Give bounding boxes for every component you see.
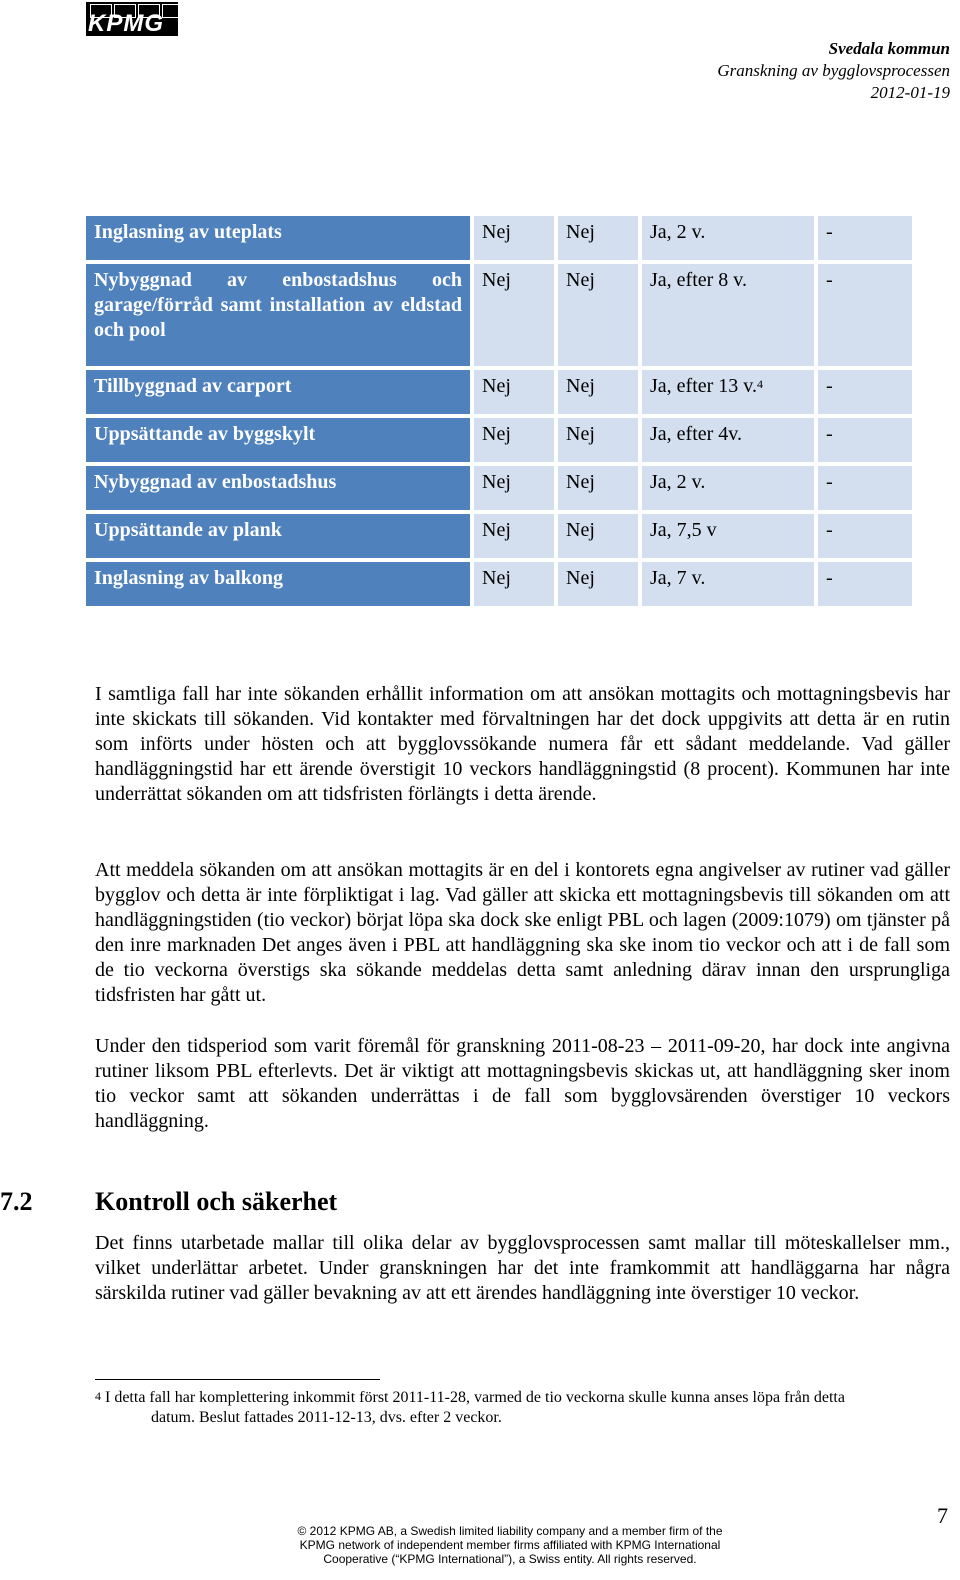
cell-col-1-text: Nej (482, 375, 511, 397)
copyright-line-1: © 2012 KPMG AB, a Swedish limited liability company and a member firm of the (297, 1524, 723, 1538)
footnote-divider (95, 1379, 380, 1380)
cell-col-4-text: - (826, 567, 833, 589)
cell-col-2 (558, 418, 638, 462)
cell-col-1-text: Nej (482, 423, 511, 445)
cell-col-4-text: - (826, 519, 833, 541)
cell-col-2-text: Nej (566, 221, 595, 243)
cell-col-2 (558, 216, 638, 260)
table-row (86, 418, 912, 462)
cell-col-3-text: Ja, efter 13 v. (650, 375, 757, 397)
table-row (86, 562, 912, 606)
header-organization: Svedala kommun (828, 39, 950, 58)
cell-col-4 (818, 514, 912, 558)
copyright-notice (260, 1524, 760, 1566)
cell-col-1 (474, 264, 554, 366)
cell-col-4 (818, 216, 912, 260)
cell-col-4 (818, 418, 912, 462)
header-report-title: Granskning av bygglovsprocessen (717, 61, 950, 80)
paragraph-3: Under den tidsperiod som varit föremål för granskning 2011-08-23 – 2011-09-20, har dock inte angivna rutiner liksom PBL efterlevts. Det är viktigt att mottagningsbevis skickas ut, att handläggning sker inom tio veckor samt att sökanden underrättas i de fall som bygglovsärenden överstiger 10 veckors handläggning. (95, 1035, 950, 1132)
row-label-cell-text: Nybyggnad av enbostadshus och garage/förråd samt installation av eldstad och pool (94, 269, 462, 341)
footnote-marker: 4 (95, 1389, 101, 1403)
paragraph-2: Att meddela sökanden om att ansökan mottagits är en del i kontorets egna angivelser av rutiner vad gäller bygglov och detta är inte förpliktigat i lag. Vad gäller att skicka ett mottagningsbevis till sökanden om att handläggningstiden (tio veckor) börjat löpa ska dock ske enligt PBL och lagen (2009:1079) om tjänster på den inre marknaden Det anges även i PBL att handläggning ska ske inom tio veckor och att i de fall som de tio veckorna överstigs ska sökande meddelas detta samt anledning därav innan den ursprungliga tidsfristen har gått ut. (95, 859, 950, 1006)
cell-col-3-text: Ja, efter 4v. (650, 423, 742, 445)
row-label-cell (86, 264, 470, 366)
cell-col-2 (558, 264, 638, 366)
footnote (95, 1388, 940, 1428)
section-title: Kontroll och säkerhet (95, 1187, 338, 1216)
case-table (82, 212, 916, 610)
cell-col-3 (642, 514, 814, 558)
cell-col-3-text: Ja, 7 v. (650, 567, 706, 589)
row-label-cell (86, 216, 470, 260)
row-label-cell (86, 370, 470, 414)
cell-col-2-text: Nej (566, 567, 595, 589)
copyright-line-2: KPMG network of independent member firms affiliated with KPMG International (299, 1538, 721, 1552)
footnote-reference: 4 (757, 377, 763, 391)
cell-col-1-text: Nej (482, 519, 511, 541)
paragraph-1: I samtliga fall har inte sökanden erhållit information om att ansökan mottagits och mottagningsbevis har inte skickats till sökanden. Vid kontakter med förvaltningen har det dock uppgivits att detta är en rutin som införts under hösten och att bygglovssökande numera får ett sådant meddelande. Vad gäller handläggningstid har ett ärende överstigit 10 veckors handläggningstid (8 procent). Kommunen har inte underrättat sökanden om att tidsfristen förlängts i detta ärende. (95, 683, 950, 805)
section-body: Det finns utarbetade mallar till olika delar av bygglovsprocessen samt mallar till möteskallelser mm., vilket underlättar arbetet. Under granskningen har det inte framkommit att handläggarna har några särskilda rutiner vad gäller bevakning av att ett ärendes handläggning inte överstiger 10 veckor. (95, 1232, 950, 1304)
row-label-cell-text: Tillbyggnad av carport (94, 375, 292, 397)
cell-col-4-text: - (826, 221, 833, 243)
row-label-cell-text: Inglasning av uteplats (94, 221, 282, 243)
cell-col-3 (642, 264, 814, 366)
footnote-line-1: I detta fall har komplettering inkommit först 2011-11-28, varmed de tio veckorna skulle kunna anses löpa från detta (105, 1389, 845, 1406)
cell-col-2-text: Nej (566, 375, 595, 397)
row-label-cell-text: Uppsättande av byggskylt (94, 423, 316, 445)
cell-col-1-text: Nej (482, 471, 511, 493)
cell-col-1 (474, 514, 554, 558)
kpmg-logo (86, 2, 178, 36)
cell-col-1 (474, 466, 554, 510)
cell-col-4 (818, 562, 912, 606)
cell-col-3 (642, 370, 814, 414)
row-label-cell (86, 466, 470, 510)
cell-col-2 (558, 370, 638, 414)
logo-text: KPMG (88, 10, 164, 37)
section-number: 7.2 (0, 1187, 33, 1216)
cell-col-4-text: - (826, 423, 833, 445)
footnote-line-2: datum. Beslut fattades 2011-12-13, dvs. efter 2 veckor. (151, 1409, 502, 1426)
cell-col-2 (558, 514, 638, 558)
row-label-cell-text: Nybyggnad av enbostadshus (94, 471, 337, 493)
cell-col-4-text: - (826, 375, 833, 397)
cell-col-4 (818, 370, 912, 414)
cell-col-1 (474, 418, 554, 462)
cell-col-1 (474, 216, 554, 260)
cell-col-3-text: Ja, 2 v. (650, 471, 706, 493)
table-row (86, 264, 912, 366)
cell-col-4-text: - (826, 471, 833, 493)
cell-col-2-text: Nej (566, 269, 595, 291)
cell-col-2 (558, 466, 638, 510)
row-label-cell-text: Inglasning av balkong (94, 567, 283, 589)
cell-col-1 (474, 562, 554, 606)
cell-col-3 (642, 216, 814, 260)
table-row (86, 216, 912, 260)
cell-col-2 (558, 562, 638, 606)
row-label-cell (86, 418, 470, 462)
cell-col-1-text: Nej (482, 567, 511, 589)
cell-col-3 (642, 562, 814, 606)
cell-col-2-text: Nej (566, 519, 595, 541)
row-label-cell (86, 562, 470, 606)
cell-col-3-text: Ja, 7,5 v (650, 519, 717, 541)
cell-col-3 (642, 418, 814, 462)
header-date: 2012-01-19 (870, 83, 950, 102)
page-header (717, 38, 950, 104)
row-label-cell-text: Uppsättande av plank (94, 519, 282, 541)
cell-col-4 (818, 264, 912, 366)
table-row (86, 514, 912, 558)
cell-col-3-text: Ja, efter 8 v. (650, 269, 747, 291)
cell-col-1 (474, 370, 554, 414)
cell-col-3-text: Ja, 2 v. (650, 221, 706, 243)
copyright-line-3: Cooperative (“KPMG International”), a Swiss entity. All rights reserved. (323, 1552, 697, 1566)
table-row (86, 370, 912, 414)
cell-col-2-text: Nej (566, 471, 595, 493)
cell-col-1-text: Nej (482, 221, 511, 243)
cell-col-4 (818, 466, 912, 510)
table-row (86, 466, 912, 510)
page-number: 7 (937, 1503, 948, 1528)
cell-col-1-text: Nej (482, 269, 511, 291)
cell-col-3 (642, 466, 814, 510)
cell-col-4-text: - (826, 269, 833, 291)
row-label-cell (86, 514, 470, 558)
cell-col-2-text: Nej (566, 423, 595, 445)
